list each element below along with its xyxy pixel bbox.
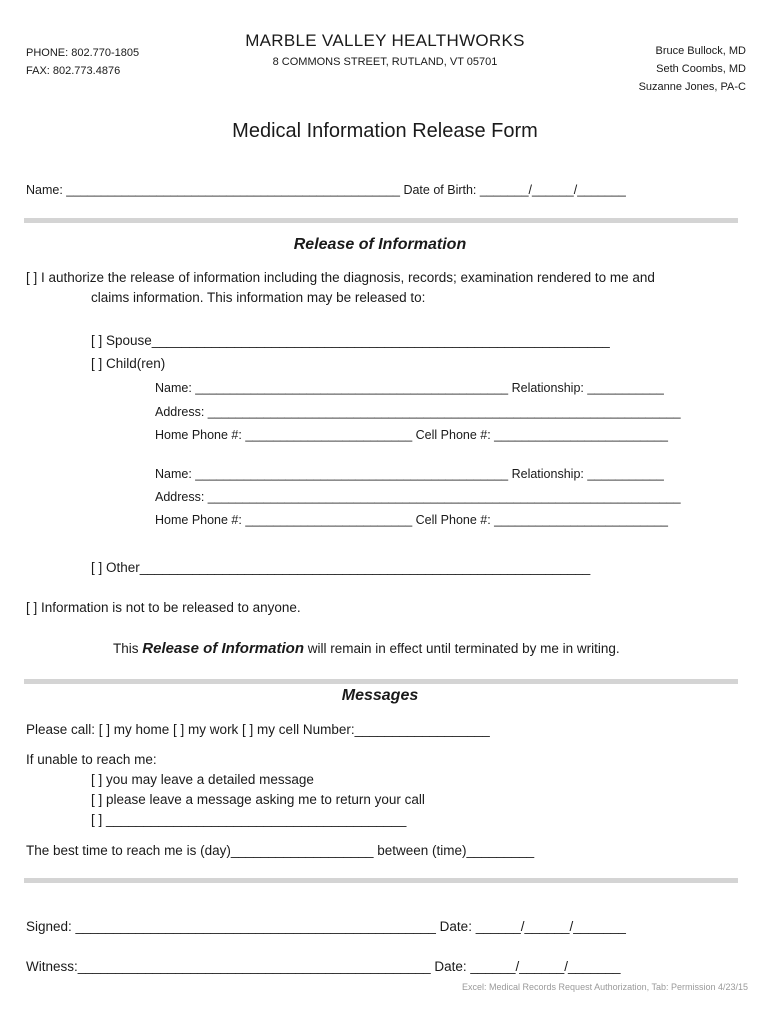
not-released-checkbox[interactable]: [ ] Information is not to be released to anyone. (26, 600, 301, 615)
child1-address-field[interactable]: Address: ____________________________________________________________________ (155, 405, 681, 419)
spouse-checkbox[interactable]: [ ] Spouse_____________________________________________________________ (91, 333, 610, 348)
authorize-text: claims information. This information may be released to: (91, 290, 426, 305)
authorize-checkbox[interactable]: [ ] I authorize the release of information including the diagnosis, records; examination rendered to me and (26, 270, 655, 285)
clinic-name: MARBLE VALLEY HEALTHWORKS (245, 31, 525, 50)
effect-suffix: will remain in effect until terminated by me in writing. (307, 641, 620, 656)
section-divider (24, 218, 738, 223)
please-call-options[interactable]: Please call: [ ] my home [ ] my work [ ] my cell Number:__________________ (26, 722, 490, 737)
fax-number: FAX: 802.773.4876 (26, 65, 121, 77)
provider-3: Suzanne Jones, PA-C (638, 81, 746, 93)
child2-address-field[interactable]: Address: ____________________________________________________________________ (155, 490, 681, 504)
child2-phone-fields[interactable]: Home Phone #: ________________________ Cell Phone #: _________________________ (155, 513, 668, 527)
witness-field[interactable]: Witness:_______________________________________________ Date: ______/______/_______ (26, 959, 621, 974)
provider-1: Bruce Bullock, MD (655, 45, 746, 57)
unable-label: If unable to reach me: (26, 752, 157, 767)
name-dob-field[interactable]: Name: ________________________________________________ Date of Birth: _______/______/_______ (26, 183, 626, 197)
effect-bold: Release of Information (142, 640, 304, 657)
footer-note: Excel: Medical Records Request Authorization, Tab: Permission 4/23/15 (462, 982, 748, 992)
provider-2: Seth Coombs, MD (656, 63, 746, 75)
messages-heading: Messages (341, 687, 419, 704)
form-title: Medical Information Release Form (232, 120, 538, 142)
child1-phone-fields[interactable]: Home Phone #: ________________________ Cell Phone #: _________________________ (155, 428, 668, 442)
detailed-message-checkbox[interactable]: [ ] you may leave a detailed message (91, 772, 314, 787)
release-heading: Release of Information (293, 236, 467, 253)
clinic-address: 8 COMMONS STREET, RUTLAND, VT 05701 (272, 56, 498, 68)
effect-prefix: This (113, 641, 139, 656)
best-time-field[interactable]: The best time to reach me is (day)___________________ between (time)_________ (26, 843, 535, 858)
section-divider (24, 679, 738, 684)
child2-name-field[interactable]: Name: _____________________________________________ Relationship: ___________ (155, 467, 664, 481)
section-divider (24, 878, 738, 883)
phone-number: PHONE: 802.770-1805 (26, 47, 140, 59)
signature-field[interactable]: Signed: ________________________________________________ Date: ______/______/_______ (26, 919, 626, 934)
effect-statement (113, 640, 620, 657)
other-checkbox[interactable]: [ ] Other____________________________________________________________ (91, 560, 591, 575)
children-checkbox[interactable]: [ ] Child(ren) (91, 356, 166, 371)
other-message-checkbox[interactable]: [ ] ________________________________________ (91, 812, 407, 827)
return-call-checkbox[interactable]: [ ] please leave a message asking me to return your call (91, 792, 425, 807)
child1-name-field[interactable]: Name: _____________________________________________ Relationship: ___________ (155, 381, 664, 395)
